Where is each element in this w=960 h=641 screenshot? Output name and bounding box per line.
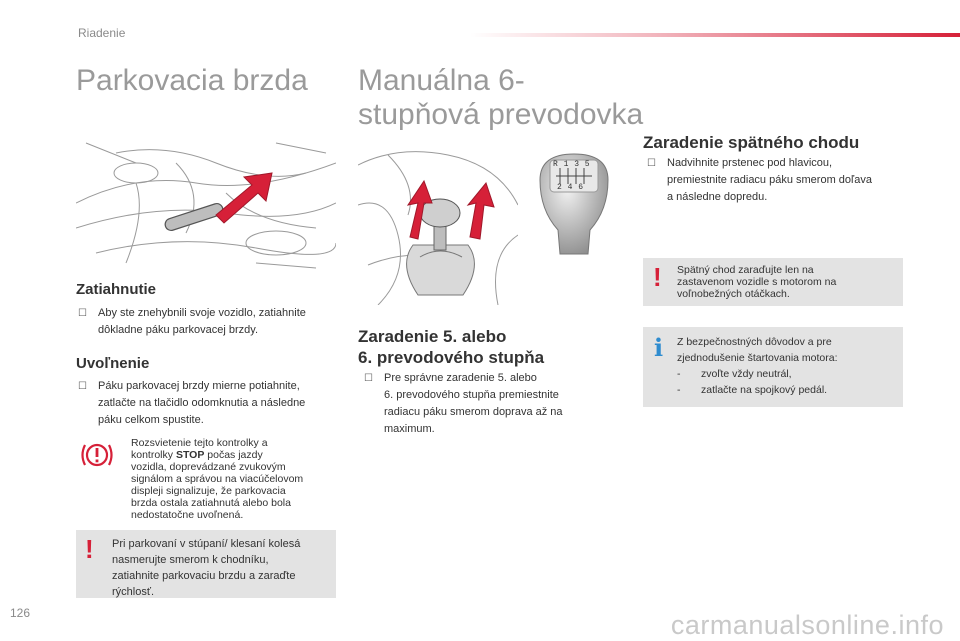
page-number: 126 [10,606,31,620]
gear-5-6-instruction: ☐ Pre správne zaradenie 5. alebo 6. prevodového stupňa premiestnite radiacu páku smerom doprava až na maximum. [364,372,563,435]
lamp-line-5: displeji signalizuje, že parkovacia [131,485,286,497]
checkbox-bullet-icon: ☐ [647,158,656,169]
apply-text-1: Aby ste znehybnili svoje vozidlo, zatiahnite [98,307,306,319]
gear-lever-illustration [358,145,518,305]
release-heading: Uvoľnenie [76,355,150,372]
checkbox-bullet-icon: ☐ [78,308,87,319]
watermark: carmanualsonline.info [670,610,944,640]
knob-bottom-label: 2 4 6 [557,183,584,192]
brake-warning-lamp-icon [80,440,114,470]
slope-warning-text: Pri parkovaní v stúpaní/ klesaní kolesá nasmerujte smerom k chodníku, zatiahnite parkovaciu brzdu a zaraďte rýchlosť. [112,538,301,598]
safety-info-box [643,327,903,407]
lamp-line-3: vozidla, doprevádzané zvukovým [131,461,286,473]
lamp-line-1: Rozsvietenie tejto kontrolky a [131,437,268,449]
header-accent-bar [470,33,960,37]
knob-top-label: R 1 3 5 [553,160,591,169]
reverse-warning-text: Spätný chod zaraďujte len na zastavenom vozidle s motorom na voľnobežných otáčkach. [677,264,837,300]
safety-info-text: Z bezpečnostných dôvodov a pre zjednodušenie štartovania motora: - zvoľte vždy neutrál, - zatlačte na spojkový pedál. [677,334,899,398]
chapter-title: Riadenie [78,26,126,40]
lamp-line-6: brzda ostala zatiahnutá alebo bola [131,497,291,509]
release-text-3: páku celkom spustite. [98,414,204,426]
warning-exclamation-icon: ! [653,262,662,292]
checkbox-bullet-icon: ☐ [364,373,373,384]
apply-heading: Zatiahnutie [76,281,157,298]
info-item-1: - zvoľte vždy neutrál, [677,368,792,380]
lamp-line-2: kontrolky STOP počas jazdy [131,449,263,461]
warning-lamp-description [131,437,341,521]
reverse-gear-heading: Zaradenie spätného chodu [643,133,860,152]
lamp-line-7: nedostatočne uvoľnená. [131,509,244,521]
release-instruction [78,378,338,430]
info-item-2: - zatlačte na spojkový pedál. [677,384,828,396]
reverse-gear-instruction: ☐ Nadvihnite prstenec pod hlavicou, premiestnite radiacu páku smerom doľava a následne dopredu. [647,157,872,203]
release-text-1: Páku parkovacej brzdy mierne potiahnite, [98,380,300,392]
info-icon: i [654,333,664,362]
gearbox-title: Manuálna 6- stupňová prevodovka [358,64,644,131]
stop-keyword: STOP [175,449,205,461]
gear-5-6-heading: Zaradenie 5. alebo 6. prevodového stupňa [358,327,545,367]
checkbox-bullet-icon: ☐ [78,381,87,392]
lamp-line-4: signálom a správou na viacúčelovom [131,473,304,485]
slope-warning-box [76,530,336,598]
parking-brake-title: Parkovacia brzda [76,64,308,97]
apply-instruction [78,305,338,339]
apply-text-2: dôkladne páku parkovacej brzdy. [98,324,259,336]
warning-exclamation-icon: ! [85,534,94,564]
parking-brake-illustration [76,133,336,273]
release-text-2: zatlačte na tlačidlo odomknutia a následne [98,397,306,409]
reverse-warning-box [643,258,903,306]
